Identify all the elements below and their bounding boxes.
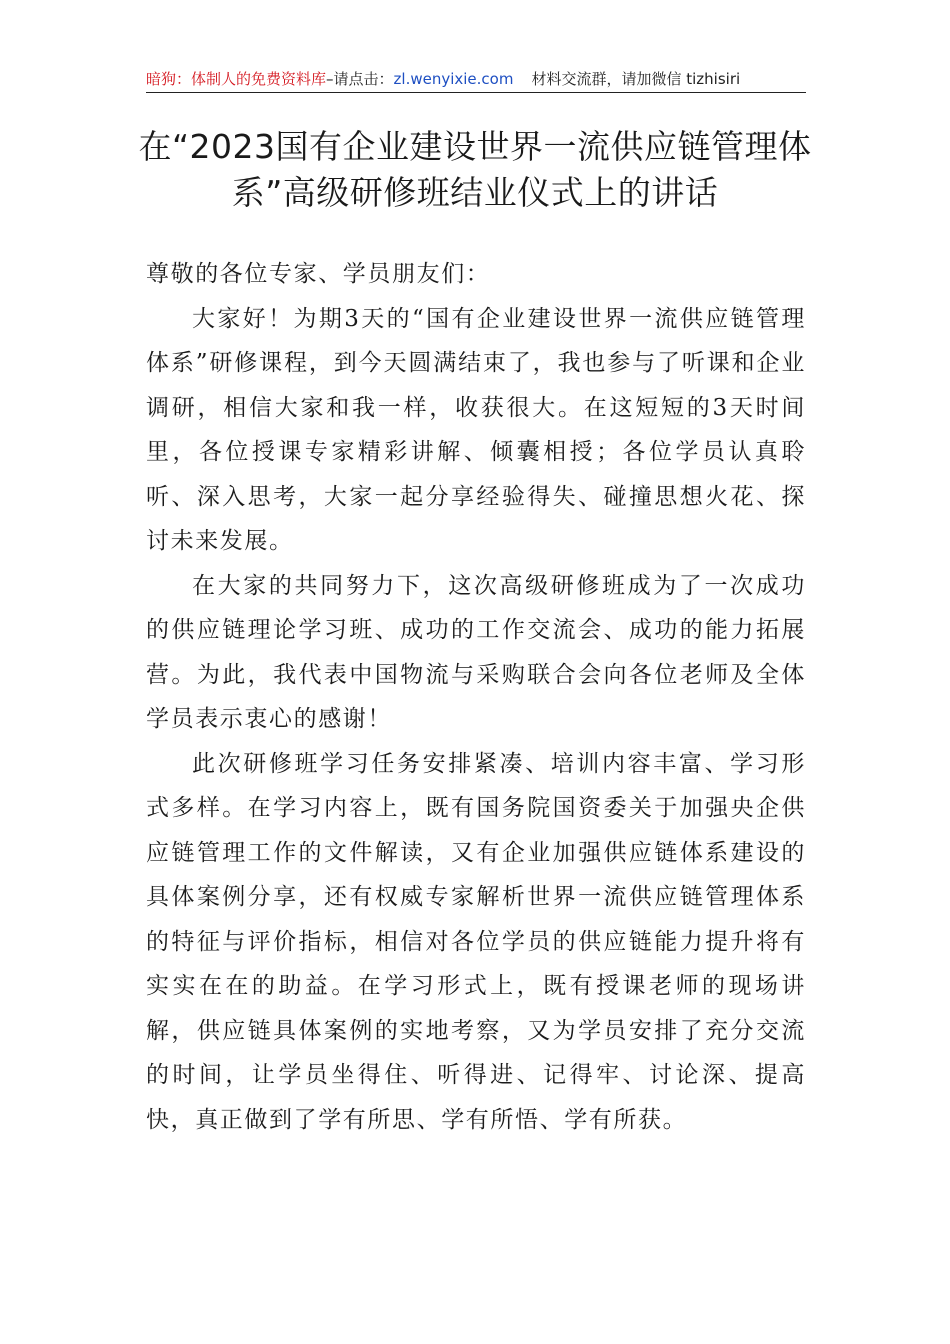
document-body: [146, 252, 806, 1142]
document-title: 在“2023国有企业建设世界一流供应链管理体系”高级研修班结业仪式上的讲话: [138, 127, 812, 212]
paragraph-2: 在大家的共同努力下，这次高级研修班成为了一次成功的供应链理论学习班、成功的工作交流会、成功的能力拓展营。为此，我代表中国物流与采购联合会向各位老师及全体学员表示衷心的感谢！: [146, 572, 806, 732]
header-url-link[interactable]: zl.wenyixie.com: [393, 70, 514, 88]
page-header: [146, 66, 806, 93]
header-brand: 暗狗：体制人的免费资料库: [146, 70, 327, 88]
paragraph-3: 此次研修班学习任务安排紧凑、培训内容丰富、学习形式多样。在学习内容上，既有国务院国资委关于加强央企供应链管理工作的文件解读，又有企业加强供应链体系建设的具体案例分享，还有权威专家解析世界一流供应链管理体系的特征与评价指标，相信对各位学员的供应链能力提升将有实实在在的助益。在学习形式上，既有授课老师的现场讲解，供应链具体案例的实地考察，又为学员安排了充分交流的时间，让学员坐得住、听得进、记得牢、讨论深、提高快，真正做到了学有所思、学有所悟、学有所获。: [146, 750, 806, 1133]
header-wechat-group: 材料交流群，请加微信 tizhisiri: [531, 70, 741, 88]
paragraph-1: 大家好！为期3天的“国有企业建设世界一流供应链管理体系”研修课程，到今天圆满结束了，我也参与了听课和企业调研，相信大家和我一样，收获很大。在这短短的3天时间里，各位授课专家精彩讲解、倾囊相授；各位学员认真聆听、深入思考，大家一起分享经验得失、碰撞思想火花、探讨未来发展。: [146, 305, 806, 554]
header-click-prompt: –请点击：: [326, 70, 394, 88]
salutation: 尊敬的各位专家、学员朋友们：: [146, 261, 491, 287]
